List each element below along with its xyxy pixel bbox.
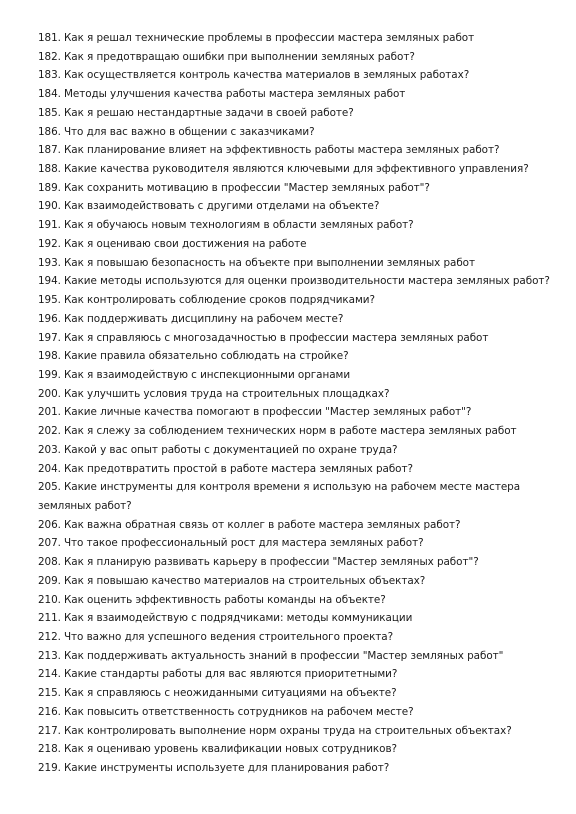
- question-number: 218.: [38, 743, 61, 756]
- list-item: [38, 216, 558, 235]
- list-item: [38, 254, 558, 273]
- question-number: 196.: [38, 312, 61, 325]
- question-text: Как важна обратная связь от коллег в работе мастера земляных работ?: [63, 518, 461, 531]
- question-number: 188.: [38, 163, 61, 176]
- list-item: [38, 572, 558, 591]
- question-text: Как осуществляется контроль качества материалов в земляных работах?: [63, 69, 470, 82]
- question-text: Какие правила обязательно соблюдать на стройке?: [63, 350, 349, 363]
- list-item: [38, 403, 558, 422]
- list-item: [38, 553, 558, 572]
- question-text: Как я справляюсь с многозадачностью в профессии мастера земляных работ: [63, 331, 489, 344]
- question-text: Как я слежу за соблюдением технических норм в работе мастера земляных работ: [63, 425, 517, 438]
- question-text: Какие инструменты для контроля времени я использую на рабочем месте мастера земляных работ?: [38, 481, 521, 512]
- question-text: Как я повышаю качество материалов на строительных объектах?: [63, 574, 426, 587]
- question-number: 206.: [38, 518, 61, 531]
- list-item: [38, 385, 558, 404]
- question-text: Как я оцениваю свои достижения на работе: [63, 237, 307, 250]
- question-list: [38, 29, 558, 778]
- list-item: [38, 104, 558, 123]
- question-number: 214.: [38, 668, 61, 681]
- question-number: 191.: [38, 219, 61, 232]
- question-text: Как повысить ответственность сотрудников на рабочем месте?: [63, 705, 414, 718]
- list-item: [38, 197, 558, 216]
- question-number: 219.: [38, 762, 61, 775]
- question-text: Что важно для успешного ведения строительного проекта?: [63, 631, 394, 643]
- question-number: 208.: [38, 556, 61, 569]
- question-number: 211.: [38, 612, 61, 625]
- question-text: Как сохранить мотивацию в профессии "Мастер земляных работ"?: [63, 181, 430, 194]
- question-number: 217.: [38, 724, 61, 737]
- list-item: [38, 460, 558, 479]
- list-item: [38, 48, 558, 67]
- question-number: 190.: [38, 200, 61, 213]
- question-number: 210.: [38, 593, 61, 606]
- list-item: [38, 85, 558, 104]
- list-item: [38, 609, 558, 628]
- question-number: 185.: [38, 106, 61, 119]
- list-item: [38, 759, 558, 778]
- question-number: 193.: [38, 256, 61, 269]
- question-text: Что такое профессиональный рост для мастера земляных работ?: [63, 537, 424, 550]
- list-item: [38, 441, 558, 460]
- question-text: Как я повышаю безопасность на объекте при выполнении земляных работ: [63, 256, 475, 269]
- list-item: [38, 291, 558, 310]
- question-number: 215.: [38, 687, 61, 700]
- list-item: [38, 29, 558, 48]
- question-text: Какие личные качества помогают в профессии "Мастер земляных работ"?: [63, 406, 472, 419]
- list-item: [38, 516, 558, 535]
- list-item: [38, 123, 558, 142]
- list-item: [38, 366, 558, 385]
- list-item: [38, 329, 558, 348]
- list-item: [38, 478, 558, 515]
- question-number: 209.: [38, 574, 61, 587]
- question-text: Какие качества руководителя являются ключевыми для эффективного управления?: [63, 163, 529, 176]
- question-number: 207.: [38, 537, 61, 550]
- question-number: 212.: [38, 631, 61, 643]
- question-text: Как улучшить условия труда на строительных площадках?: [63, 387, 390, 400]
- question-number: 187.: [38, 144, 61, 157]
- question-number: 197.: [38, 331, 61, 344]
- list-item: [38, 534, 558, 553]
- question-number: 200.: [38, 387, 61, 400]
- question-text: Какие инструменты используете для планирования работ?: [63, 762, 390, 775]
- list-item: [38, 179, 558, 198]
- list-item: [38, 665, 558, 684]
- question-text: Какой у вас опыт работы с документацией по охране труда?: [63, 443, 398, 456]
- question-text: Как поддерживать дисциплину на рабочем месте?: [63, 312, 344, 325]
- question-text: Как планирование влияет на эффективность работы мастера земляных работ?: [63, 144, 500, 157]
- question-number: 205.: [38, 481, 61, 494]
- question-text: Как я взаимодействую с инспекционными органами: [63, 368, 351, 381]
- question-number: 203.: [38, 443, 61, 456]
- list-item: [38, 141, 558, 160]
- list-item: [38, 235, 558, 254]
- question-number: 204.: [38, 462, 61, 475]
- question-number: 183.: [38, 69, 61, 82]
- list-item: [38, 740, 558, 759]
- list-item: [38, 310, 558, 329]
- list-item: [38, 684, 558, 703]
- question-number: 201.: [38, 406, 61, 419]
- question-text: Методы улучшения качества работы мастера земляных работ: [63, 88, 406, 101]
- question-text: Как предотвратить простой в работе мастера земляных работ?: [63, 462, 413, 475]
- question-number: 192.: [38, 237, 61, 250]
- question-number: 202.: [38, 425, 61, 438]
- list-item: [38, 647, 558, 666]
- question-text: Как контролировать выполнение норм охраны труда на строительных объектах?: [63, 724, 512, 737]
- list-item: [38, 347, 558, 366]
- list-item: [38, 591, 558, 610]
- question-text: Как я взаимодействую с подрядчиками: методы коммуникации: [63, 612, 413, 625]
- question-number: 184.: [38, 88, 61, 101]
- list-item: [38, 66, 558, 85]
- question-number: 186.: [38, 125, 61, 138]
- question-text: Как оценить эффективность работы команды на объекте?: [63, 593, 386, 606]
- question-number: 181.: [38, 32, 61, 44]
- question-number: 189.: [38, 181, 61, 194]
- question-text: Что для вас важно в общении с заказчиками?: [63, 125, 315, 138]
- question-number: 194.: [38, 275, 61, 288]
- question-number: 216.: [38, 705, 61, 718]
- list-item: [38, 703, 558, 722]
- list-item: [38, 722, 558, 741]
- list-item: [38, 272, 558, 291]
- question-number: 195.: [38, 294, 61, 307]
- list-item: [38, 422, 558, 441]
- question-text: Как я оцениваю уровень квалификации новых сотрудников?: [63, 743, 397, 756]
- list-item: [38, 160, 558, 179]
- question-number: 199.: [38, 368, 61, 381]
- question-text: Как я предотвращаю ошибки при выполнении земляных работ?: [63, 50, 415, 63]
- question-number: 213.: [38, 649, 61, 662]
- question-text: Как я решаю нестандартные задачи в своей работе?: [63, 106, 354, 119]
- question-text: Как взаимодействовать с другими отделами на объекте?: [63, 200, 380, 213]
- list-item: [38, 628, 558, 647]
- question-number: 182.: [38, 50, 61, 63]
- question-text: Как я обучаюсь новым технологиям в области земляных работ?: [63, 219, 414, 232]
- question-text: Как поддерживать актуальность знаний в профессии "Мастер земляных работ": [63, 649, 504, 662]
- question-text: Как я планирую развивать карьеру в профессии "Мастер земляных работ"?: [63, 556, 479, 569]
- question-text: Какие методы используются для оценки производительности мастера земляных работ?: [63, 275, 550, 288]
- question-text: Какие стандарты работы для вас являются приоритетными?: [63, 668, 398, 681]
- question-text: Как контролировать соблюдение сроков подрядчиками?: [63, 294, 375, 307]
- question-number: 198.: [38, 350, 61, 363]
- question-text: Как я справляюсь с неожиданными ситуациями на объекте?: [63, 687, 397, 700]
- question-text: Как я решал технические проблемы в профессии мастера земляных работ: [63, 32, 475, 44]
